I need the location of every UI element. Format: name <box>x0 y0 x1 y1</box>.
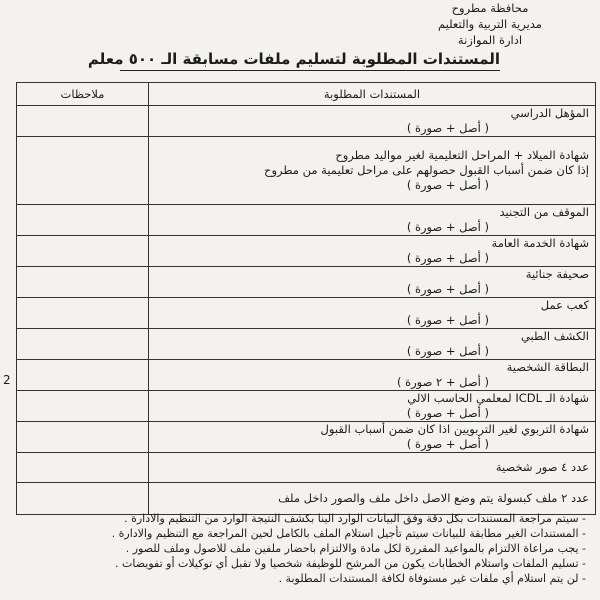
original-copy-requirement: ( أصل + صورة ) <box>406 313 489 327</box>
notes-list <box>11 511 586 586</box>
table-row <box>17 453 596 483</box>
document-cell <box>149 137 596 205</box>
page-title: المستندات المطلوبة لتسليم ملفات مسابقة الـ ٥٠٠ معلم <box>120 50 500 71</box>
documents-table <box>16 82 596 515</box>
document-cell <box>149 422 596 453</box>
document-label: إذا كان ضمن أسباب القبول حصولهم على مراحل تعليمية من مطروح <box>264 163 589 177</box>
notes-cell <box>17 360 149 391</box>
note-item: - لن يتم استلام أي ملفات غير مستوفاة لكافة المستندات المطلوبة . <box>278 572 586 585</box>
notes-header: ملاحظات <box>17 83 149 106</box>
document-cell <box>149 483 596 515</box>
notes-cell <box>17 391 149 422</box>
table-row <box>17 137 596 205</box>
original-copy-requirement: ( أصل + صورة ) <box>406 220 489 234</box>
table-row <box>17 106 596 137</box>
document-cell <box>149 298 596 329</box>
table-row <box>17 422 596 453</box>
notes-cell <box>17 106 149 137</box>
notes-cell <box>17 298 149 329</box>
issuer-header <box>390 0 590 48</box>
original-copy-requirement: ( أصل + صورة ) <box>406 406 489 420</box>
margin-mark: 2 <box>3 373 11 387</box>
notes-cell <box>17 137 149 205</box>
table-row <box>17 205 596 236</box>
document-label: الكشف الطبي <box>520 329 589 343</box>
original-copy-requirement: ( أصل + صورة ) <box>406 282 489 296</box>
table-row <box>17 298 596 329</box>
document-label: البطاقة الشخصية <box>506 360 589 374</box>
notes-cell <box>17 267 149 298</box>
notes-cell <box>17 453 149 483</box>
note-item: - سيتم مراجعة المستندات بكل دقة وفق البيانات الوارد الينا بكشف النتيجة الوارد من التنظيم والادارة . <box>124 512 586 525</box>
note-item: - المستندات الغير مطابقة للبيانات سيتم تأجيل استلام الملف بالكامل لحين المراجعة مع التنظيم والادارة . <box>111 527 586 540</box>
notes-cell <box>17 205 149 236</box>
notes-cell <box>17 422 149 453</box>
table-row <box>17 483 596 515</box>
notes-cell <box>17 329 149 360</box>
table-row <box>17 329 596 360</box>
original-copy-requirement: ( أصل + صورة ) <box>406 121 489 135</box>
original-copy-requirement: ( أصل + صورة ) <box>406 437 489 451</box>
original-copy-requirement: ( أصل + ٢ صورة ) <box>396 375 489 389</box>
documents-header: المستندات المطلوبة <box>149 83 596 106</box>
document-label: عدد ٤ صور شخصية <box>495 460 589 474</box>
document-cell <box>149 453 596 483</box>
document-cell <box>149 391 596 422</box>
document-label: شهادة التربوي لغير التربويين اذا كان ضمن أسباب القبول <box>320 422 589 436</box>
table-row <box>17 391 596 422</box>
notes-cell <box>17 483 149 515</box>
notes-cell <box>17 236 149 267</box>
document-cell <box>149 267 596 298</box>
document-cell <box>149 205 596 236</box>
document-label: عدد ٢ ملف كبسولة يتم وضع الاصل داخل ملف والصور داخل ملف <box>278 491 589 505</box>
note-item: - يجب مراعاة الالتزام بالمواعيد المقررة لكل مادة والالتزام باحضار ملفين ملف للاصول وملف للصور . <box>125 542 586 555</box>
table-row <box>17 267 596 298</box>
document-cell <box>149 236 596 267</box>
document-label: كعب عمل <box>540 298 589 312</box>
directorate-line: مديرية التربية والتعليم <box>438 17 542 31</box>
document-cell <box>149 106 596 137</box>
governorate-line: محافظة مطروح <box>451 1 529 15</box>
table-row <box>17 360 596 391</box>
original-copy-requirement: ( أصل + صورة ) <box>406 178 489 192</box>
document-label: شهادة الخدمة العامة <box>491 236 589 250</box>
table-row <box>17 236 596 267</box>
document-label: شهادة الـ ICDL لمعلمي الحاسب الالي <box>407 391 589 405</box>
document-label: المؤهل الدراسي <box>510 106 589 120</box>
original-copy-requirement: ( أصل + صورة ) <box>406 251 489 265</box>
document-label: شهادة الميلاد + المراحل التعليمية لغير مواليد مطروح <box>335 148 589 162</box>
document-label: الموقف من التجنيد <box>499 205 589 219</box>
document-cell <box>149 360 596 391</box>
table-header-row <box>17 83 596 106</box>
document-cell <box>149 329 596 360</box>
document-label: صحيفة جنائية <box>525 267 589 281</box>
note-item: - تسليم الملفات واستلام الخطابات يكون من المرشح للوظيفة شخصيا ولا تقبل أي توكيلات أو تفويضات . <box>115 557 586 570</box>
department-line: ادارة الموازنة <box>457 33 523 47</box>
original-copy-requirement: ( أصل + صورة ) <box>406 344 489 358</box>
